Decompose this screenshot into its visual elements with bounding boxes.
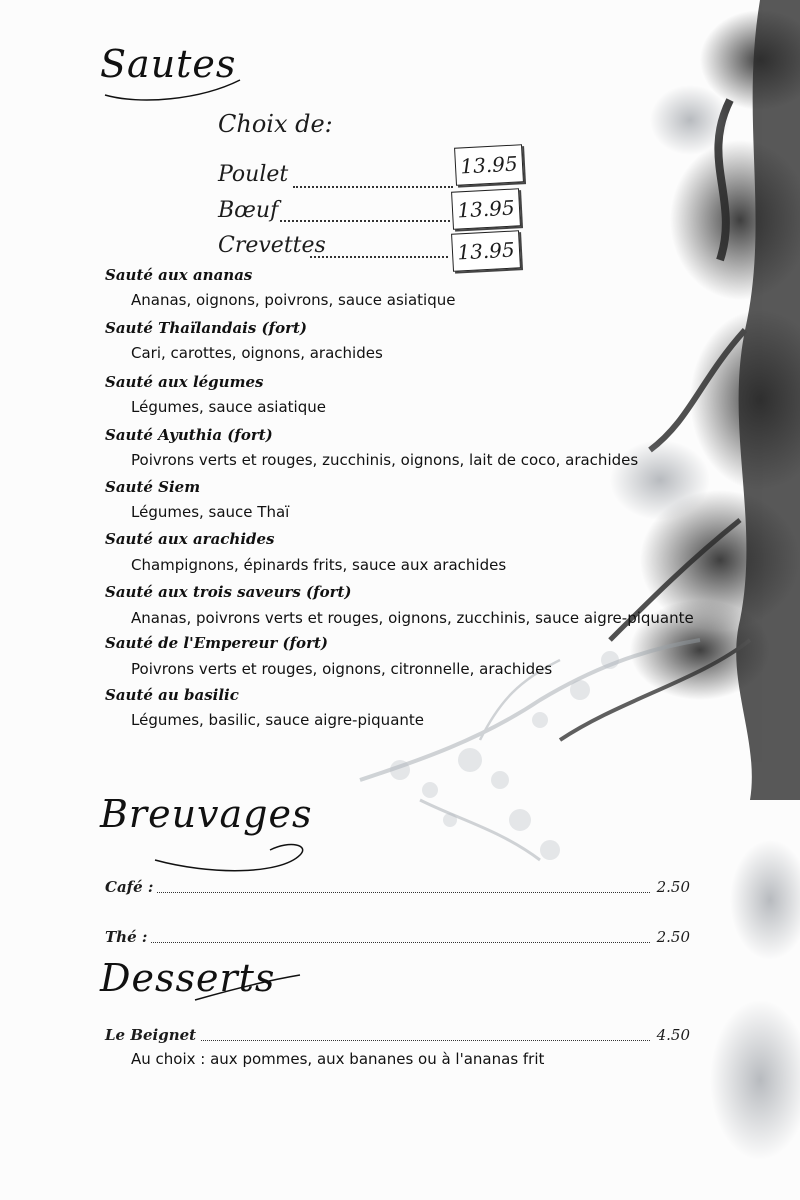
- menu-line-cafe: [105, 878, 690, 900]
- dish-description: Cari, carottes, oignons, arachides: [131, 344, 383, 362]
- dish-description: Poivrons verts et rouges, oignons, citronnelle, arachides: [131, 660, 553, 678]
- protein-crevettes: Crevettes: [218, 233, 326, 258]
- dish-name: Sauté aux trois saveurs (fort): [105, 583, 352, 601]
- leader-dots: [293, 186, 453, 188]
- protein-boeuf: Bœuf: [218, 198, 279, 223]
- breuvages-heading: Breuvages: [100, 792, 313, 836]
- sautes-swash: [100, 70, 250, 110]
- dish-description: Champignons, épinards frits, sauce aux arachides: [131, 556, 507, 574]
- dish-name: Sauté aux ananas: [105, 266, 253, 284]
- protein-poulet: Poulet: [218, 162, 289, 187]
- item-name: Thé :: [105, 928, 151, 946]
- dish-description: Légumes, sauce asiatique: [131, 398, 326, 416]
- item-name: Le Beignet: [105, 1026, 200, 1044]
- dish-name: Sauté Thaïlandais (fort): [105, 319, 308, 337]
- dish-name: Sauté de l'Empereur (fort): [105, 634, 328, 652]
- dish-description: Légumes, sauce Thaï: [131, 503, 290, 521]
- choix-label: Choix de:: [218, 110, 333, 138]
- dish-name: Sauté aux arachides: [105, 530, 275, 548]
- sautes-heading: Sautes: [100, 42, 237, 86]
- leader-dots: [280, 220, 450, 222]
- item-price: 2.50: [651, 878, 690, 896]
- dish-name: Sauté Ayuthia (fort): [105, 426, 273, 444]
- dish-description: Légumes, basilic, sauce aigre-piquante: [131, 711, 424, 729]
- leader-dots: [105, 892, 690, 893]
- desserts-swash: [190, 970, 310, 1010]
- item-price: 4.50: [651, 1026, 690, 1044]
- dish-description: Ananas, poivrons verts et rouges, oignons, zucchinis, sauce aigre-piquante: [131, 609, 694, 627]
- dessert-description: Au choix : aux pommes, aux bananes ou à l'ananas frit: [131, 1050, 545, 1068]
- menu-line-beignet: [105, 1026, 690, 1048]
- dish-name: Sauté Siem: [105, 478, 201, 496]
- dish-name: Sauté aux légumes: [105, 373, 264, 391]
- item-price: 2.50: [651, 928, 690, 946]
- dish-name: Sauté au basilic: [105, 686, 239, 704]
- breuvages-swash: [150, 830, 310, 880]
- desserts-heading: Desserts: [100, 956, 276, 1000]
- price-tag-crevettes: 13.95: [451, 230, 521, 272]
- price-tag-poulet: 13.95: [454, 144, 524, 186]
- item-name: Café :: [105, 878, 157, 896]
- dish-description: Poivrons verts et rouges, zucchinis, oignons, lait de coco, arachides: [131, 451, 639, 469]
- leader-dots: [310, 256, 448, 258]
- leader-dots: [105, 942, 690, 943]
- price-tag-boeuf: 13.95: [451, 188, 521, 230]
- dish-description: Ananas, oignons, poivrons, sauce asiatique: [131, 291, 456, 309]
- menu-line-the: [105, 928, 690, 950]
